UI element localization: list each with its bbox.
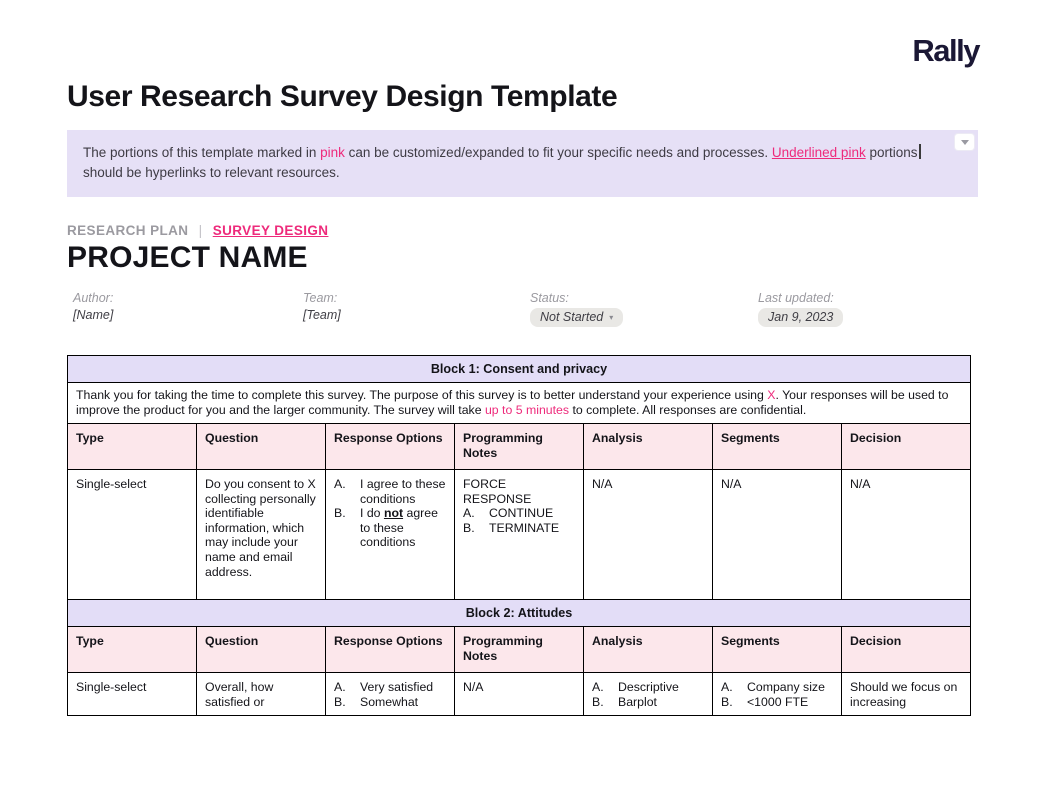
team-label: Team: (303, 291, 338, 305)
cell-decision: Should we focus on increasing (842, 673, 971, 716)
meta-team (303, 291, 530, 327)
status-dropdown[interactable] (530, 308, 623, 327)
last-updated-value: Jan 9, 2023 (768, 310, 834, 324)
block1-intro-row (68, 383, 971, 424)
column-header-programming-notes: Programming Notes (455, 627, 584, 673)
cell-question: Overall, how satisfied or (197, 673, 326, 716)
block2-title: Block 2: Attitudes (68, 600, 971, 627)
cell-question: Do you consent to X collecting personally identifiable information, which may include your name and email address. (197, 470, 326, 600)
breadcrumb-research-plan: RESEARCH PLAN (67, 223, 189, 238)
column-header-decision: Decision (842, 424, 971, 470)
cell-response-options: A. I agree to these conditions B. I do not agree to these conditions (326, 470, 455, 600)
column-header-decision: Decision (842, 627, 971, 673)
column-header-segments: Segments (713, 627, 842, 673)
cell-segments: A. Company size B. <1000 FTE (713, 673, 842, 716)
column-header-question: Question (197, 627, 326, 673)
meta-row (73, 291, 978, 327)
column-header-segments: Segments (713, 424, 842, 470)
block2-header-row (68, 600, 971, 627)
status-label: Status: (530, 291, 569, 305)
author-label: Author: (73, 291, 114, 305)
meta-author (73, 291, 303, 327)
column-header-question: Question (197, 424, 326, 470)
cell-programming-notes: FORCE RESPONSE A. CONTINUE B. TERMINATE (455, 470, 584, 600)
block2-data-row (68, 673, 971, 716)
block1-column-header-row (68, 424, 971, 470)
info-banner (67, 130, 978, 197)
chevron-down-icon (961, 140, 969, 145)
column-header-type: Type (68, 627, 197, 673)
block1-header-row (68, 356, 971, 383)
breadcrumb-survey-design-link[interactable]: SURVEY DESIGN (212, 223, 329, 238)
cell-type: Single-select (68, 470, 197, 600)
cell-analysis: N/A (584, 470, 713, 600)
status-value: Not Started (540, 310, 604, 324)
cell-type: Single-select (68, 673, 197, 716)
team-value: [Team] (303, 308, 341, 322)
column-header-analysis: Analysis (584, 424, 713, 470)
block1-data-row (68, 470, 971, 600)
banner-collapse-button[interactable] (955, 134, 974, 150)
breadcrumb-separator: | (198, 223, 203, 238)
meta-last-updated (758, 291, 843, 327)
cell-decision: N/A (842, 470, 971, 600)
block2-column-header-row (68, 627, 971, 673)
survey-design-table (67, 355, 971, 716)
meta-status (530, 291, 758, 327)
banner-text: The portions of this template marked in pink can be customized/expanded to fit your specific needs and processes. Underlined pink portions should be hyperlinks to relevant resources. (83, 145, 921, 180)
column-header-analysis: Analysis (584, 627, 713, 673)
cell-analysis: A. Descriptive B. Barplot (584, 673, 713, 716)
column-header-programming-notes: Programming Notes (455, 424, 584, 470)
chevron-down-icon: ▾ (609, 312, 614, 322)
last-updated-badge (758, 308, 843, 327)
rally-logo: Rally (912, 33, 979, 68)
author-value: [Name] (73, 308, 114, 322)
project-name-title: PROJECT NAME (67, 241, 308, 274)
cell-response-options: A. Very satisfied B. Somewhat (326, 673, 455, 716)
page-title: User Research Survey Design Template (67, 80, 618, 113)
block1-title: Block 1: Consent and privacy (68, 356, 971, 383)
cell-programming-notes: N/A (455, 673, 584, 716)
column-header-response-options: Response Options (326, 627, 455, 673)
column-header-type: Type (68, 424, 197, 470)
breadcrumb (67, 223, 328, 238)
last-updated-label: Last updated: (758, 291, 834, 305)
cell-segments: N/A (713, 470, 842, 600)
block1-intro-text: Thank you for taking the time to complete this survey. The purpose of this survey is to better understand your experience using X. Your responses will be used to improve the product for you and the larger community. The survey will take up to 5 minutes to complete. All responses are confidential. (68, 383, 971, 424)
column-header-response-options: Response Options (326, 424, 455, 470)
